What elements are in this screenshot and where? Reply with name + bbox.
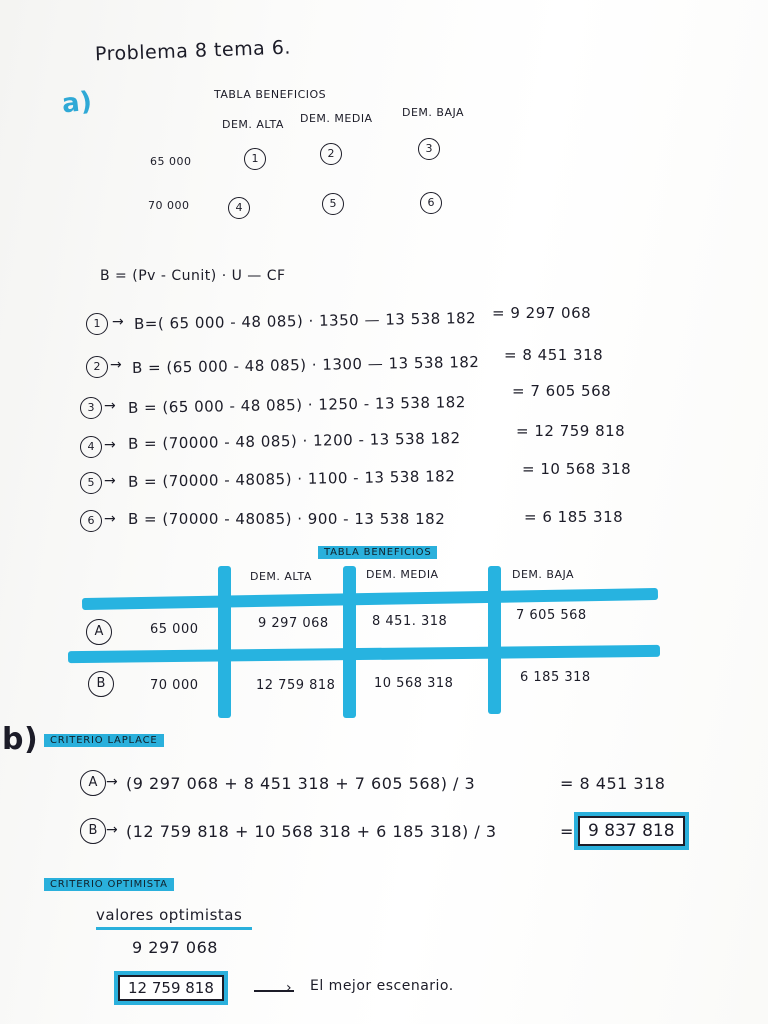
sketch-cell: 2 [320, 143, 342, 165]
calc-number: 4 [80, 436, 102, 458]
calc-result: = 6 185 318 [524, 508, 624, 526]
row-price: 65 000 [150, 622, 199, 637]
laplace-result: = 8 451 318 [560, 774, 666, 793]
row-price: 70 000 [150, 678, 199, 693]
table-cell: 7 605 568 [516, 608, 587, 623]
calc-expression: B = (70000 - 48 085) · 1200 - 13 538 182 [127, 429, 461, 453]
sketch-cell: 5 [322, 193, 344, 215]
sketch-cell: 1 [244, 148, 266, 170]
sketch-cell: 3 [418, 138, 440, 160]
calc-number: 1 [86, 313, 108, 335]
table-col-header: DEM. BAJA [512, 568, 575, 581]
sketch-col-alta: DEM. ALTA [222, 118, 284, 131]
table-cell: 10 568 318 [374, 676, 454, 691]
optimista-best-value: 12 759 818 [118, 975, 224, 1001]
row-option-label: B [88, 671, 114, 697]
table-cell: 9 297 068 [258, 616, 329, 631]
calc-number: 5 [80, 472, 102, 494]
calc-expression: B = (70000 - 48085) · 900 - 13 538 182 [128, 510, 446, 528]
table-cell: 8 451. 318 [372, 614, 448, 629]
laplace-option: B [80, 818, 106, 844]
sketch-cell: 6 [420, 192, 442, 214]
arrow-icon: → [106, 774, 119, 790]
grid-line-horizontal [68, 645, 660, 663]
optimista-subheading: valores optimistas [96, 906, 243, 924]
sketch-col-baja: DEM. BAJA [402, 106, 465, 119]
calc-result: = 12 759 818 [516, 422, 626, 440]
arrow-icon: → [104, 511, 117, 527]
row-option-label: A [86, 619, 112, 645]
sketch-cell: 4 [228, 197, 250, 219]
arrow-head-icon: › [286, 980, 293, 996]
laplace-equals: = [560, 822, 574, 841]
calc-result: = 10 568 318 [522, 460, 632, 478]
part-a-label: a) [60, 86, 94, 120]
arrow-icon: → [106, 822, 119, 838]
table-col-header: DEM. MEDIA [366, 568, 439, 581]
calc-number: 2 [86, 356, 108, 378]
laplace-expression: (9 297 068 + 8 451 318 + 7 605 568) / 3 [126, 774, 476, 793]
laplace-best-result: 9 837 818 [578, 816, 685, 846]
sketch-row-price: 65 000 [150, 155, 192, 168]
sketch-table-title: TABLA BENEFICIOS [214, 88, 327, 101]
sketch-col-media: DEM. MEDIA [300, 112, 373, 125]
calc-result: = 8 451 318 [504, 346, 604, 364]
grid-line-vertical [343, 566, 356, 718]
part-b-label: b) [2, 722, 39, 757]
calc-result: = 9 297 068 [492, 304, 592, 322]
calc-expression: B=( 65 000 - 48 085) · 1350 — 13 538 182 [133, 309, 477, 333]
table-col-header: DEM. ALTA [250, 570, 312, 583]
calc-expression: B = (70000 - 48085) · 1100 - 13 538 182 [127, 467, 456, 491]
calc-expression: B = (65 000 - 48 085) · 1300 — 13 538 182 [131, 352, 480, 378]
calc-expression: B = (65 000 - 48 085) · 1250 - 13 538 182 [127, 393, 466, 417]
laplace-heading: CRITERIO LAPLACE [44, 734, 164, 747]
page-title: Problema 8 tema 6. [94, 36, 292, 66]
laplace-expression: (12 759 818 + 10 568 318 + 6 185 318) / 3 [126, 822, 497, 841]
table-cell: 12 759 818 [256, 678, 336, 693]
optimista-value: 9 297 068 [132, 938, 218, 957]
sketch-row-price: 70 000 [148, 199, 190, 212]
arrow-icon: → [104, 473, 117, 489]
subheading-underline [96, 927, 252, 930]
arrow-icon: → [112, 314, 125, 330]
arrow-icon: → [104, 437, 117, 453]
benefits-table-title: TABLA BENEFICIOS [318, 546, 437, 559]
calc-result: = 7 605 568 [512, 382, 612, 400]
arrow-icon: → [110, 357, 123, 373]
optimista-heading: CRITERIO OPTIMISTA [44, 878, 174, 891]
grid-line-vertical [488, 566, 501, 714]
profit-formula: B = (Pv - Cunit) · U — CF [100, 268, 286, 284]
calc-number: 6 [80, 510, 102, 532]
calc-number: 3 [80, 397, 102, 419]
table-cell: 6 185 318 [520, 670, 591, 685]
grid-line-horizontal [82, 588, 658, 610]
arrow-icon: → [104, 398, 117, 414]
grid-line-vertical [218, 566, 231, 718]
best-scenario-note: El mejor escenario. [310, 978, 454, 994]
laplace-option: A [80, 770, 106, 796]
